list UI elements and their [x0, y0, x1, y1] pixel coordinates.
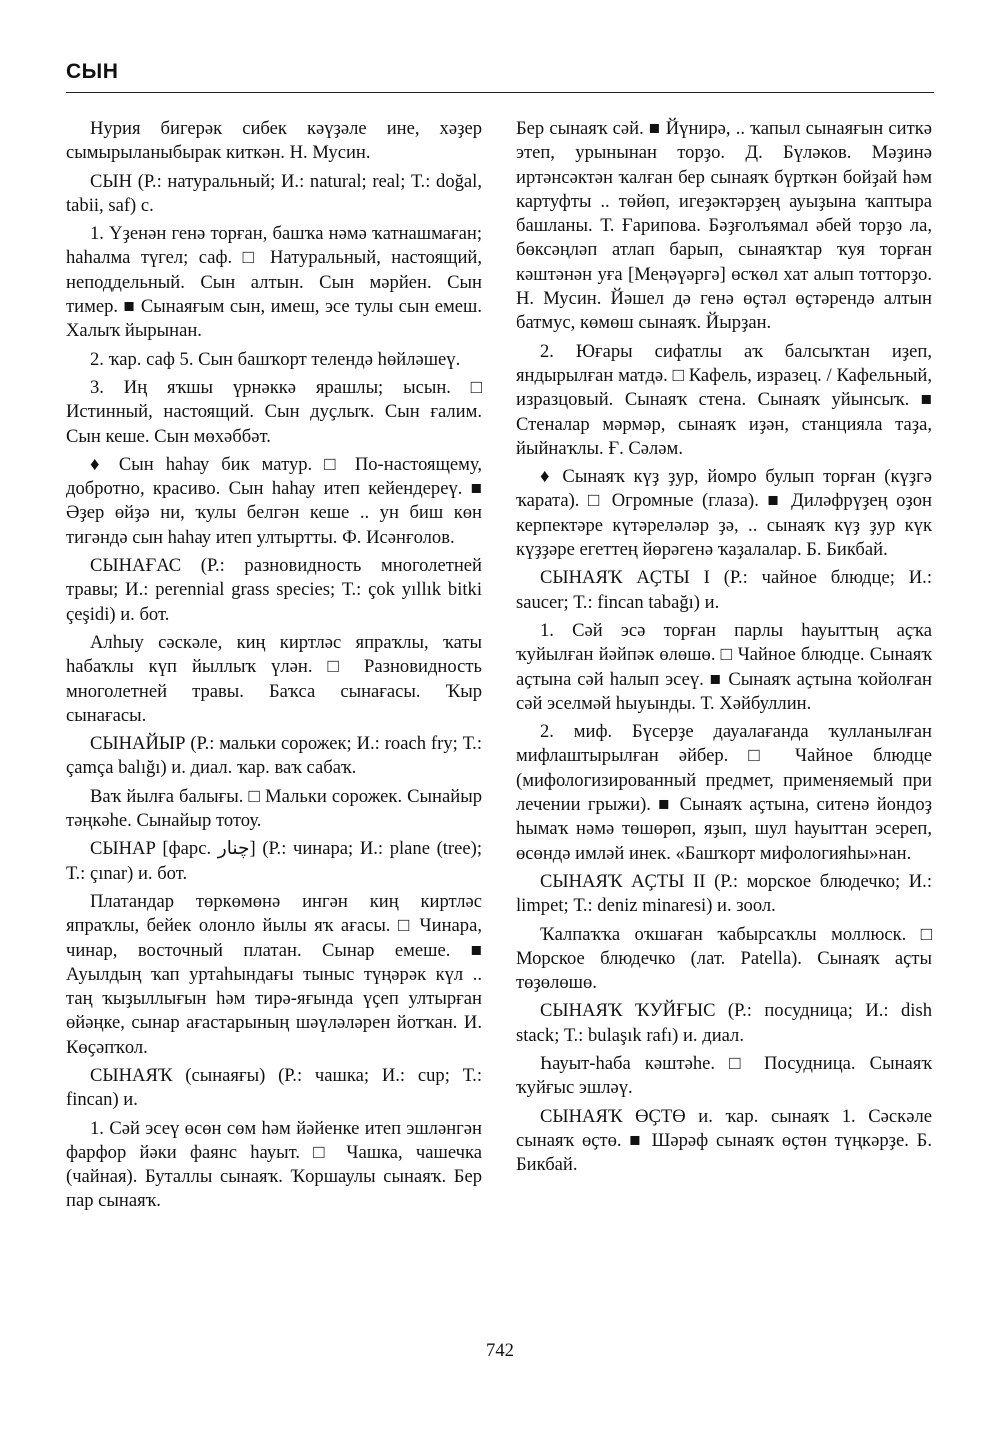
idiom-paragraph: ♦ Сын һаһау бик матур. □ По-настоящему, добротно, красиво. Сын һаһау итеп кейендереү. ■ Әҙер өйҙә ни, ҡулы белгән кеше .. ун биш көн тигәндә сын һаһау итеп ултыртты. Ф. Исәнғолов.	[66, 453, 482, 548]
left-column	[66, 117, 482, 1218]
entry-headword-synayyr: СЫНАЙЫР (Р.: мальки сорожек; И.: roach fry; Т.: çamça balığı) и. диал. ҡар. ваҡ сабаҡ.	[66, 733, 482, 779]
paragraph: Бер сынаяҡ сәй. ■ Йүнирә, .. ҡапыл сынаяғын ситкә этеп, урынынан торҙо. Д. Бүләков. Мәҙинә иртәнсәктән ҡалған бер сынаяҡ бүрткән бойҙай һәм картуфты .. төйөп, игеҙәктәрҙең ауыҙына ҡаптыра башланы. Т. Ғарипова. Бәҙғолъямал әбей торҙо ла, бөксәңләп атлап барып, сынаяҡтар ҡуя торған кәштәнән уға [Меңәүәргә] өсҡөл хат алып тотторҙо. Н. Мусин. Йәшел дә генә өҫтәл өҫтәрендә алтын батмус, көмөш сынаяҡ. Йырҙан.	[516, 118, 932, 334]
sense-paragraph: 2. ҡар. саф 5. Сын башҡорт телендә һөйләшеү.	[90, 348, 461, 370]
sense-paragraph: 2. миф. Бүсерҙе дауалағанда ҡулланылған мифлаштырылған әйбер. □ Чайное блюдце (мифологизированный предмет, применяемый при лечении грыжи). ■ Сынаяҡ аҫтына, ситенә йондоҙ һымаҡ нәмә төшөрөп, яҙып, шул һауыттан эсереп, өсөндә имләй инек. «Башҡорт мифологияһы»нан.	[516, 721, 932, 864]
sense-paragraph: 2. Юғары сифатлы аҡ балсыҡтан иҙеп, яндырылған матдә. □ Кафель, изразец. / Кафельный, изразцовый. Сынаяҡ стена. Сынаяҡ уйынсыҡ. ■ Стеналар мәрмәр, сынаяҡ иҙән, станцияла таҙа, йыйнаҡлы. Ғ. Сәләм.	[516, 340, 932, 459]
entry-headword-synayak-osto: СЫНАЯҠ ӨҪТӨ и. ҡар. сынаяҡ 1. Сәскәле сынаяҡ өҫтө. ■ Шәрәф сынаяҡ өҫтөн түңкәрҙе. Б. Бикбай.	[516, 1105, 932, 1176]
sense-paragraph: 1. Сәй эсә торған парлы һауыттың аҫҡа ҡуйылған йәйпәк өлөшө. □ Чайное блюдце. Сынаяҡ аҫтына сәй һалып эсеү. ■ Сынаяҡ аҫтына ҡойолған сәй эселмәй һыуынды. Т. Хәйбуллин.	[516, 619, 932, 714]
entry-headword-syn: СЫН (Р.: натуральный; И.: natural; real; Т.: doğal, tabii, saf) с.	[66, 170, 482, 216]
entry-headword-synayak-asty-2: СЫНАЯҠ АҪТЫ II (Р.: морское блюдечко; И.: limpet; Т.: deniz minaresi) и. зоол.	[516, 870, 932, 917]
sense-paragraph: Ҡалпаҡҡа оҡшаған ҡабырсаҡлы моллюск. □ Морское блюдечко (лат. Patella). Сынаяҡ аҫты төҙөлөшө.	[516, 923, 932, 994]
entry-headword-synagas: СЫНАҒАС (Р.: разновидность многолетней травы; И.: perennial grass species; Т.: çok yıllık bitki çeşidi) и. бот.	[66, 555, 482, 625]
sense-paragraph: Алһыу сәскәле, киң киртләс япраҡлы, ҡаты һабаҡлы күп йыллыҡ үлән. □ Разновидность многолетней травы. Баҡса сынағасы. Ҡыр сынағасы.	[66, 631, 482, 726]
sense-paragraph: Ваҡ йылға балығы. □ Мальки сорожек. Сынайыр тәңкәһе. Сынайыр тотоу.	[66, 785, 482, 832]
page-number: 742	[486, 1340, 514, 1361]
entry-headword-synar: СЫНАР [фарс. چنار] (Р.: чинара; И.: plane (tree); Т.: çınar) и. бот.	[66, 838, 482, 884]
sense-paragraph: Платандар төркөмөнә ингән киң киртләс япраҡлы, бейек олонло йылы яҡ ағасы. □ Чинара, чинар, восточный платан. Сынар емеше. ■ Ауылдың ҡап уртаһындағы тыныс түңәрәк күл .. таң ҡыҙыллығын һәм тирә-яғында үҫеп ултырған өйәңке, сынар ағастарының шәүләләрен йотҡан. И. Көҫәпҡол.	[66, 890, 482, 1058]
sense-paragraph: 3. Иң яҡшы үрнәккә ярашлы; ысын. □ Истинный, настоящий. Сын дуҫлыҡ. Сын ғалим. Сын кеше. Сын мөхәббәт.	[66, 376, 482, 447]
idiom-paragraph: ♦ Сынаяҡ күҙ ҙур, йомро булып торған (күҙгә ҡарата). □ Огромные (глаза). ■ Диләфрүҙең оҙон керпектәре күтәреләләр ҙә, .. сынаяҡ күҙ ҙур күк күҙҙәре егеттең йөрәгенә ҡаҙалалар. Б. Бикбай.	[516, 466, 932, 561]
right-column	[516, 117, 932, 1181]
header-rule	[66, 92, 934, 93]
entry-headword-synayak-kuygys: СЫНАЯҠ ҠУЙҒЫС (Р.: посудница; И.: dish stack; Т.: bulaşık rafı) и. диал.	[516, 1000, 932, 1046]
sense-paragraph: Һауыт-һаба кәштәһе. □ Посудница. Сынаяҡ ҡуйғыс эшләү.	[516, 1052, 932, 1099]
sense-paragraph: 1. Үҙенән генә торған, башҡа нәмә ҡатнашмаған; һаһалма түгел; саф. □ Натуральный, настоящий, неподдельный. Сын алтын. Сын мәрйен. Сын тимер. ■ Сынаяғым сын, имеш, эсе тулы сын емеш. Халыҡ йырынан.	[66, 223, 482, 342]
paragraph: Нурия бигерәк сибек кәүҙәле ине, хәҙер сымырыланыбырак киткән. Н. Мусин.	[66, 118, 482, 164]
entry-headword-synayak: СЫНАЯҠ (сынаяғы) (Р.: чашка; И.: cup; Т.: fincan) и.	[66, 1064, 482, 1111]
running-head: СЫН	[66, 60, 119, 83]
entry-headword-synayak-asty-1: СЫНАЯҠ АҪТЫ I (Р.: чайное блюдце; И.: saucer; Т.: fincan tabağı) и.	[516, 567, 932, 613]
sense-paragraph: 1. Сәй эсеү өсөн сөм һәм йәйенке итеп эшләнгән фарфор йәки фаянс һауыт. □ Чашка, чашечка (чайная). Буталлы сынаяҡ. Ҡоршаулы сынаяҡ. Бер пар сынаяҡ.	[66, 1117, 482, 1212]
